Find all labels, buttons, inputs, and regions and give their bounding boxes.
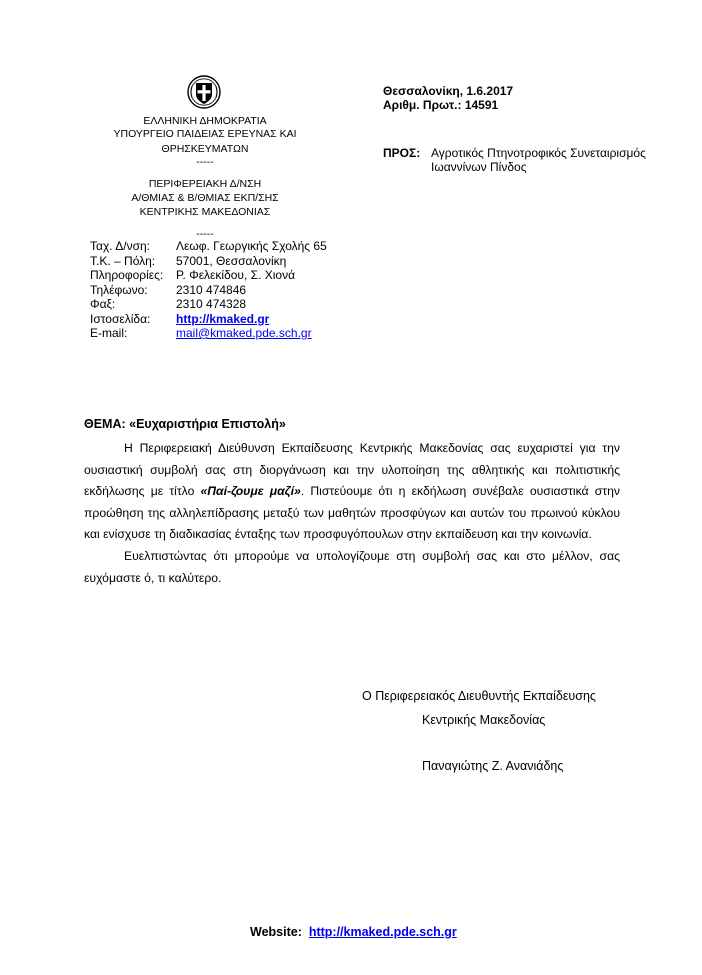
- body-text: Η Περιφερειακή Διεύθυνση Εκπαίδευσης Κεντρικής Μακεδονίας σας ευχαριστεί για την ουσιαστική συμβολή σας στη διοργάνωση και την υλοποίηση της αθλητικής και πολιτιστικής εκδήλωσης με τίτλο: [84, 441, 620, 499]
- contact-label: Ιστοσελίδα:: [90, 311, 151, 326]
- protocol-number: Αριθμ. Πρωτ.: 14591: [383, 98, 499, 112]
- republic-name: ΕΛΛΗΝΙΚΗ ΔΗΜΟΚΡΑΤΙΑ: [143, 115, 267, 127]
- recipient-name-cont: Ιωαννίνων Πίνδος: [431, 160, 527, 174]
- footer: [250, 925, 457, 939]
- place-date: Θεσσαλονίκη, 1.6.2017: [383, 84, 514, 98]
- event-title: «Παί-ζουμε μαζί»: [200, 484, 301, 499]
- ministry-name: ΥΠΟΥΡΓΕΙΟ ΠΑΙΔΕΙΑΣ ΕΡΕΥΝΑΣ ΚΑΙ: [113, 128, 297, 140]
- contact-label: Πληροφορίες:: [90, 268, 164, 282]
- document-meta: [383, 84, 513, 112]
- header-separator: -----: [196, 156, 214, 168]
- contact-label: Φαξ:: [90, 297, 116, 311]
- contact-value: 57001, Θεσσαλονίκη: [176, 253, 287, 268]
- directorate-name: ΠΕΡΙΦΕΡΕΙΑΚΗ Δ/ΝΣΗ: [148, 178, 262, 190]
- ministry-name-cont: ΘΡΗΣΚΕΥΜΑΤΩΝ: [161, 143, 249, 155]
- contact-value: Λεωφ. Γεωργικής Σχολής 65: [176, 239, 327, 253]
- contact-value: 2310 474328: [176, 297, 247, 311]
- contact-postcode-city: [90, 254, 327, 269]
- signatory-name: Παναγιώτης Ζ. Ανανιάδης: [422, 759, 564, 773]
- contact-phone: [90, 283, 327, 298]
- contact-label: Τ.Κ. – Πόλη:: [90, 253, 156, 268]
- contact-fax: [90, 297, 327, 312]
- website-link[interactable]: http://kmaked.gr: [176, 311, 270, 326]
- subject-line: ΘΕΜΑ: «Ευχαριστήρια Επιστολή»: [84, 417, 286, 431]
- signatory-region: Κεντρικής Μακεδονίας: [422, 713, 546, 727]
- contact-value: Ρ. Φελεκίδου, Σ. Χιονά: [176, 268, 296, 282]
- recipient-name: Αγροτικός Πτηνοτροφικός Συνεταιρισμός: [431, 146, 646, 160]
- email-link[interactable]: mail@kmaked.pde.sch.gr: [176, 326, 312, 340]
- contact-website: [90, 312, 327, 327]
- contact-info-persons: [90, 268, 327, 283]
- contact-label: E-mail:: [90, 326, 128, 340]
- body-text: . Πιστεύουμε ότι η εκδήλωση συνέβαλε ουσιαστικά στην προώθηση της αλληλεπίδρασης μεταξύ των μαθητών προσφύγων και αυτών του πρωινού κύκλου και ενίσχυσε τη διαδικασίας ένταξης των προσφυγόπουλων στην εκπαίδευση και την κοινωνία.: [84, 484, 620, 542]
- footer-website-link[interactable]: http://kmaked.pde.sch.gr: [308, 925, 457, 939]
- body-paragraph: [84, 438, 620, 546]
- greek-coat-of-arms-icon: [187, 75, 221, 109]
- body-paragraph: Ευελπιστώντας ότι μπορούμε να υπολογίζουμε στη συμβολή σας και στο μέλλον, σας ευχόμαστε ό, τι καλύτερο.: [84, 548, 620, 585]
- letter-body: [84, 438, 620, 589]
- contact-label: Τηλέφωνο:: [90, 282, 148, 297]
- directorate-region: ΚΕΝΤΡΙΚΗΣ ΜΑΚΕΔΟΝΙΑΣ: [139, 206, 271, 218]
- signatory-title: Ο Περιφερειακός Διευθυντής Εκπαίδευσης: [362, 689, 596, 703]
- recipient-label: ΠΡΟΣ:: [383, 146, 421, 160]
- contact-label: Ταχ. Δ/νση:: [90, 239, 151, 253]
- recipient-block: [383, 146, 646, 174]
- header-separator: -----: [196, 228, 214, 240]
- contact-value: 2310 474846: [176, 282, 247, 297]
- directorate-level: Α/ΘΜΙΑΣ & Β/ΘΜΙΑΣ ΕΚΠ/ΣΗΣ: [131, 192, 279, 204]
- contact-email: [90, 326, 327, 341]
- footer-label: Website:: [250, 925, 302, 939]
- contact-block: [90, 239, 327, 341]
- contact-address: [90, 239, 327, 254]
